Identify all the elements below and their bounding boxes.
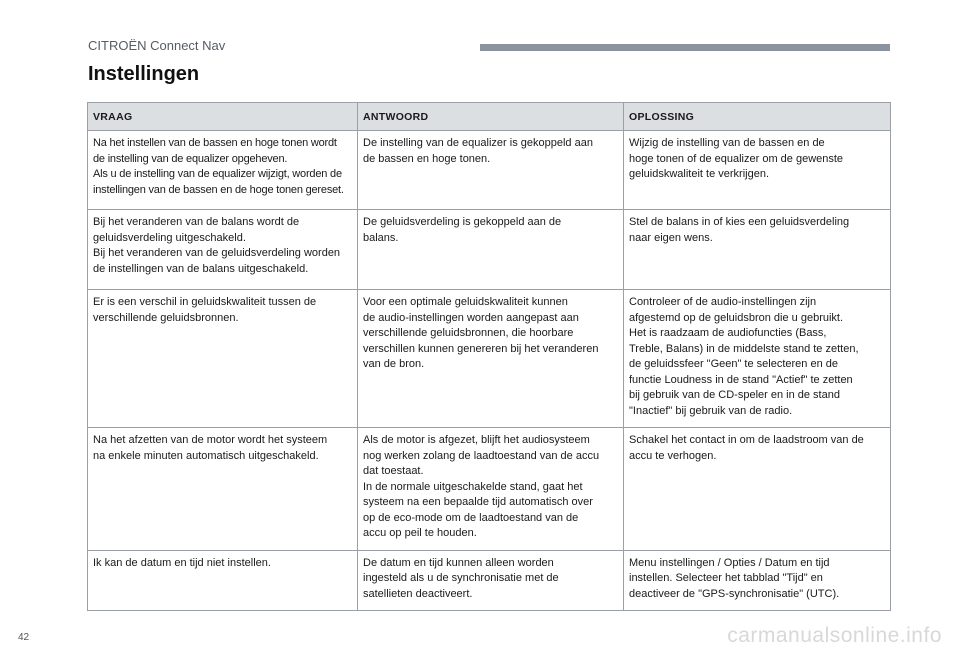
text-line: "Inactief" bij gebruik van de radio.	[629, 404, 793, 417]
text-line: In de normale uitgeschakelde stand, gaat het	[363, 480, 583, 493]
question-cell	[88, 428, 358, 551]
text-line: geluidskwaliteit te verkrijgen.	[629, 168, 770, 180]
answer-cell	[358, 428, 624, 551]
text-line: de instellingen van de balans uitgeschakeld.	[93, 262, 309, 275]
text-line: Voor een optimale geluidskwaliteit kunnen	[363, 296, 568, 308]
text-line: Als u de instelling van de equalizer wijzigt, worden de	[93, 168, 342, 180]
text-line: ingesteld als u de synchronisatie met de	[363, 572, 559, 584]
column-header-solution: OPLOSSING	[624, 103, 891, 131]
text-line: instellingen van de bassen en de hoge tonen gereset.	[93, 183, 344, 196]
answer-cell	[358, 131, 624, 210]
text-line: accu te verhogen.	[629, 449, 717, 462]
answer-cell	[358, 210, 624, 290]
question-cell	[88, 290, 358, 428]
text-line: Bij het veranderen van de balans wordt de	[93, 216, 300, 228]
text-line: deactiveer de "GPS-synchronisatie" (UTC).	[629, 587, 840, 600]
text-line: verschillende geluidsbronnen, die hoorbare	[363, 327, 574, 339]
page-title: Instellingen	[88, 63, 200, 85]
text-line: systeem na een bepaalde tijd automatisch over	[363, 496, 593, 508]
text-line: Treble, Balans) in de middelste stand te zetten,	[629, 342, 859, 355]
solution-cell	[624, 210, 891, 290]
answer-cell	[358, 550, 624, 611]
text-line: de bassen en hoge tonen.	[363, 152, 491, 165]
text-line: bij gebruik van de CD-speler en in de stand	[629, 389, 840, 401]
brand-header: CITROËN Connect Nav	[88, 38, 226, 53]
text-line: De geluidsverdeling is gekoppeld aan de	[363, 216, 562, 228]
troubleshooting-table	[87, 102, 891, 611]
question-cell	[88, 131, 358, 210]
text-line: instellen. Selecteer het tabblad "Tijd" en	[629, 572, 823, 584]
column-header-question: VRAAG	[88, 103, 358, 131]
text-line: hoge tonen of de equalizer om de gewenste	[629, 152, 844, 165]
column-header-answer: ANTWOORD	[358, 103, 624, 131]
watermark: carmanualsonline.info	[727, 624, 942, 647]
text-line: Schakel het contact in om de laadstroom van de	[629, 434, 864, 446]
text-line: de audio-instellingen worden aangepast aan	[363, 311, 579, 324]
text-line: nog werken zolang de laadtoestand van de accu	[363, 449, 600, 462]
table-row	[88, 290, 891, 428]
table-row	[88, 131, 891, 210]
text-line: afgestemd op de geluidsbron die u gebruikt.	[629, 311, 844, 324]
solution-cell	[624, 550, 891, 611]
text-line: verschillende geluidsbronnen.	[93, 311, 239, 324]
text-line: de geluidssfeer "Geen" te selecteren en de	[629, 358, 838, 370]
question-cell	[88, 210, 358, 290]
text-line: Na het instellen van de bassen en hoge tonen wordt	[93, 137, 337, 149]
text-line: De datum en tijd kunnen alleen worden	[363, 556, 554, 569]
table-row	[88, 550, 891, 611]
question-cell	[88, 550, 358, 611]
text-line: Als de motor is afgezet, blijft het audiosysteem	[363, 434, 590, 446]
solution-cell	[624, 290, 891, 428]
text-line: Menu instellingen / Opties / Datum en tijd	[629, 556, 830, 569]
text-line: balans.	[363, 231, 399, 244]
text-line: verschillen kunnen genereren bij het veranderen	[363, 342, 599, 355]
text-line: satellieten deactiveert.	[363, 587, 473, 600]
table-row	[88, 428, 891, 551]
text-line: De instelling van de equalizer is gekoppeld aan	[363, 137, 593, 149]
solution-cell	[624, 428, 891, 551]
text-line: van de bron.	[363, 358, 425, 370]
text-line: Ik kan de datum en tijd niet instellen.	[93, 556, 271, 569]
text-line: Bij het veranderen van de geluidsverdeling worden	[93, 247, 341, 259]
text-line: naar eigen wens.	[629, 231, 713, 244]
table-header-row	[88, 103, 891, 131]
text-line: op de eco-mode om de laadtoestand van de	[363, 511, 579, 524]
text-line: Het is raadzaam de audiofuncties (Bass,	[629, 327, 827, 339]
text-line: Na het afzetten van de motor wordt het systeem	[93, 434, 328, 446]
text-line: dat toestaat.	[363, 465, 424, 477]
solution-cell	[624, 131, 891, 210]
header-bar	[480, 44, 890, 51]
text-line: geluidsverdeling uitgeschakeld.	[93, 231, 246, 244]
page-number: 42	[18, 632, 30, 643]
text-line: na enkele minuten automatisch uitgeschakeld.	[93, 449, 319, 462]
text-line: Controleer of de audio-instellingen zijn	[629, 296, 817, 308]
text-line: accu op peil te houden.	[363, 527, 477, 539]
text-line: de instelling van de equalizer opgeheven.	[93, 152, 288, 165]
answer-cell	[358, 290, 624, 428]
table-row	[88, 210, 891, 290]
text-line: Er is een verschil in geluidskwaliteit tussen de	[93, 296, 317, 308]
text-line: Wijzig de instelling van de bassen en de	[629, 137, 825, 149]
text-line: Stel de balans in of kies een geluidsverdeling	[629, 216, 850, 228]
text-line: functie Loudness in de stand "Actief" te zetten	[629, 373, 853, 386]
